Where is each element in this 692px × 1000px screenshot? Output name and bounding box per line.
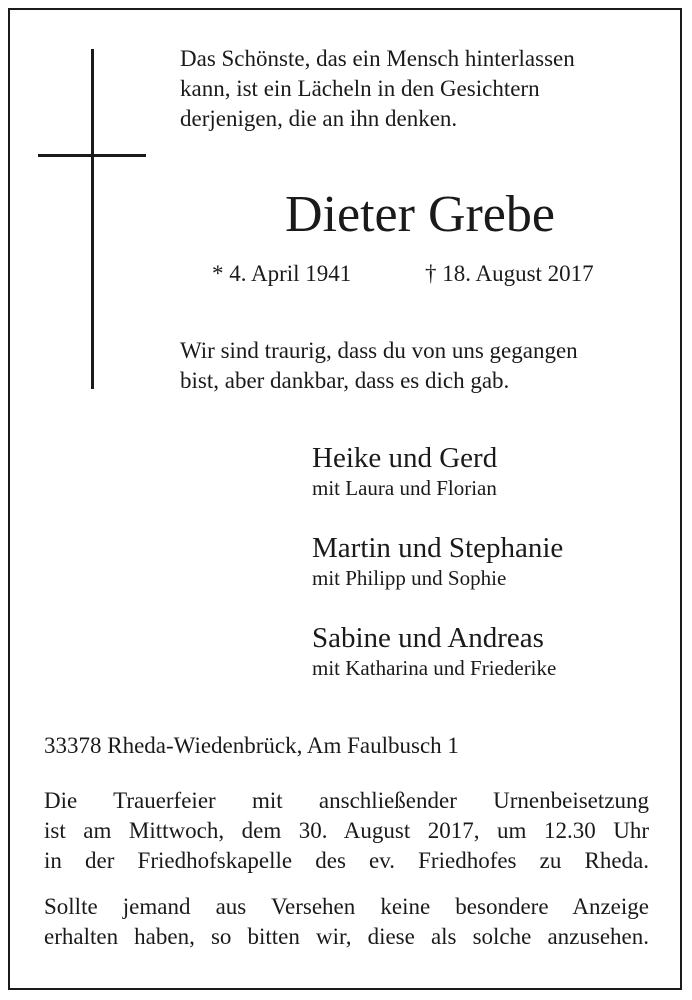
notice-line: Sollte jemand aus Versehen keine besondere Anzeige [44, 894, 649, 919]
family-children: mit Katharina und Friederike [312, 656, 557, 680]
funeral-details [44, 786, 649, 876]
notice-text [44, 892, 649, 952]
farewell-text [180, 336, 660, 396]
family-children: mit Philipp und Sophie [312, 566, 507, 590]
mourner-family [312, 442, 672, 502]
opening-quote [180, 44, 660, 134]
cross-icon-vertical [91, 49, 94, 389]
family-names: Martin und Stephanie [312, 532, 564, 564]
address: 33378 Rheda-Wiedenbrück, Am Faulbusch 1 [44, 733, 459, 758]
quote-line: derjenigen, die an ihn denken. [180, 106, 458, 131]
notice-line: erhalten haben, so bitten wir, diese als solche anzusehen. [44, 924, 649, 949]
mourner-family [312, 532, 672, 592]
death-date: † 18. August 2017 [425, 261, 594, 286]
mourner-family [312, 622, 672, 682]
family-children: mit Laura und Florian [312, 476, 497, 500]
cross-icon-horizontal [38, 154, 146, 157]
funeral-line: Die Trauerfeier mit anschließender Urnenbeisetzung [44, 788, 649, 813]
quote-line: kann, ist ein Lächeln in den Gesichtern [180, 76, 540, 101]
farewell-line: Wir sind traurig, dass du von uns gegangen [180, 338, 578, 363]
funeral-line: ist am Mittwoch, dem 30. August 2017, um 12.30 Uhr [44, 818, 649, 843]
deceased-name: Dieter Grebe [285, 186, 555, 243]
birth-date: * 4. April 1941 [212, 261, 352, 286]
funeral-line: in der Friedhofskapelle des ev. Friedhofes zu Rheda. [44, 848, 649, 873]
family-names: Sabine und Andreas [312, 622, 544, 654]
farewell-line: bist, aber dankbar, dass es dich gab. [180, 368, 510, 393]
family-names: Heike und Gerd [312, 442, 498, 474]
quote-line: Das Schönste, das ein Mensch hinterlassen [180, 46, 575, 71]
